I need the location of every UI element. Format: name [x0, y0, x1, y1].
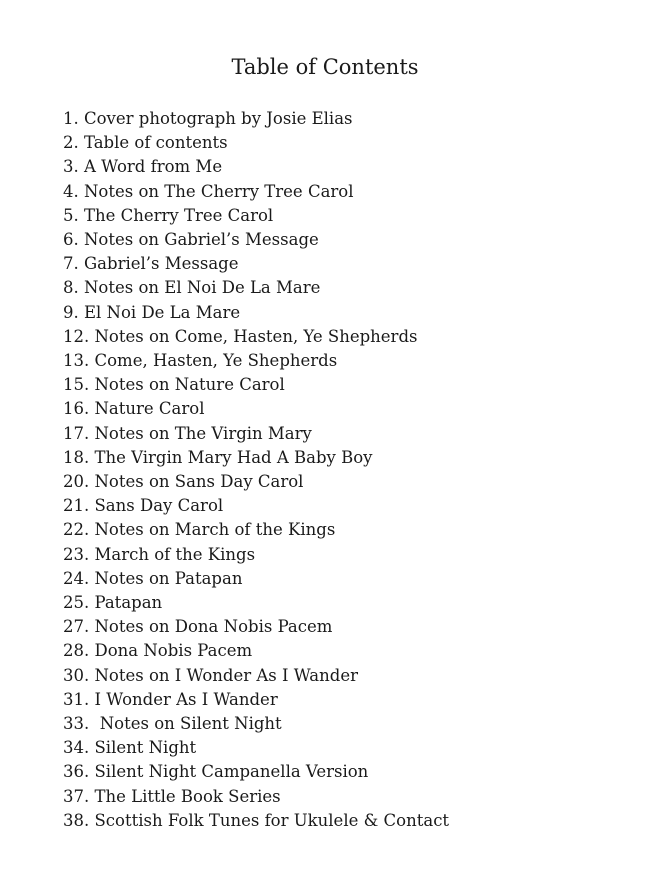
toc-entry: 27. Notes on Dona Nobis Pacem: [63, 617, 333, 637]
toc-entry: 28. Dona Nobis Pacem: [63, 641, 253, 661]
toc-entry: 38. Scottish Folk Tunes for Ukulele & Contact: [63, 810, 450, 830]
toc-entry: 20. Notes on Sans Day Carol: [63, 472, 304, 492]
toc-entry: 37. The Little Book Series: [63, 786, 281, 806]
toc-entry: 7. Gabriel’s Message: [63, 254, 239, 274]
toc-entry: 30. Notes on I Wonder As I Wander: [63, 665, 358, 685]
toc-entry: 23. March of the Kings: [63, 544, 256, 564]
toc-entry: 33. Notes on Silent Night: [63, 714, 282, 734]
toc-entry: 31. I Wonder As I Wander: [63, 689, 278, 709]
toc-list: [63, 107, 620, 833]
toc-entry: 34. Silent Night: [63, 738, 197, 758]
toc-entry: 1. Cover photograph by Josie Elias: [63, 109, 353, 128]
toc-entry: 15. Notes on Nature Carol: [63, 375, 285, 395]
toc-entry: 3. A Word from Me: [63, 157, 223, 177]
page-title: Table of Contents: [231, 55, 419, 79]
toc-entry: 21. Sans Day Carol: [63, 496, 224, 516]
toc-entry: 36. Silent Night Campanella Version: [63, 762, 369, 782]
toc-entry: 8. Notes on El Noi De La Mare: [63, 278, 321, 298]
toc-entry: 17. Notes on The Virgin Mary: [63, 423, 312, 443]
toc-entry: 5. The Cherry Tree Carol: [63, 205, 274, 225]
toc-entry: 25. Patapan: [63, 593, 163, 613]
toc-entry: 4. Notes on The Cherry Tree Carol: [63, 181, 354, 201]
toc-entry: 2. Table of contents: [63, 133, 228, 153]
toc-entry: 6. Notes on Gabriel’s Message: [63, 230, 319, 250]
toc-entry: 18. The Virgin Mary Had A Baby Boy: [63, 447, 373, 467]
toc-entry: 22. Notes on March of the Kings: [63, 520, 336, 540]
toc-entry: 12. Notes on Come, Hasten, Ye Shepherds: [63, 326, 418, 346]
toc-entry: 9. El Noi De La Mare: [63, 302, 241, 322]
toc-entry: 24. Notes on Patapan: [63, 568, 243, 588]
toc-entry: 13. Come, Hasten, Ye Shepherds: [63, 351, 338, 371]
toc-entry: 16. Nature Carol: [63, 399, 205, 419]
